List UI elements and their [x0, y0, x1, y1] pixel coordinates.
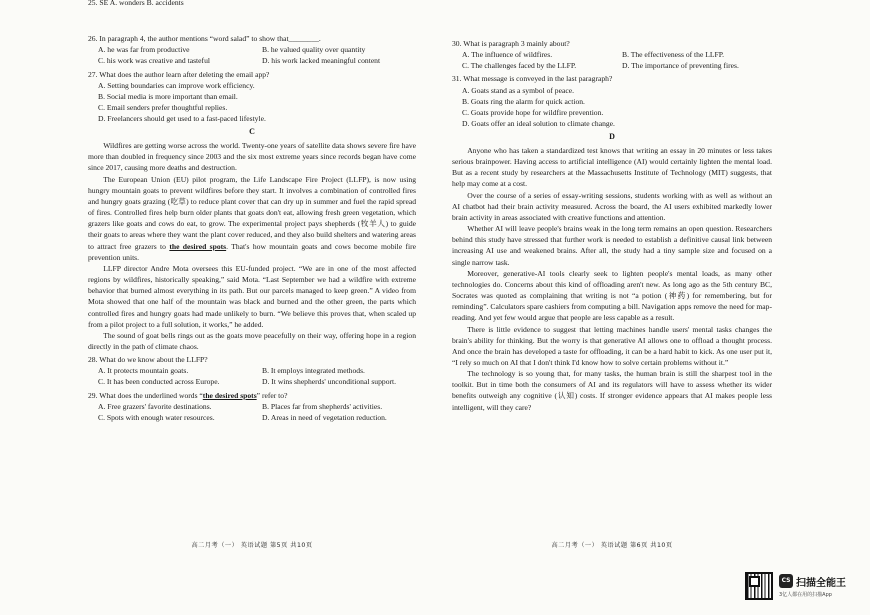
camscanner-logo-icon: CS — [779, 574, 793, 588]
option-d: D. Freelancers should get used to a fast-paced lifestyle. — [98, 114, 266, 124]
question-26 — [88, 33, 416, 66]
option-a: A. It protects mountain goats. — [98, 366, 189, 376]
option-d: D. The importance of preventing fires. — [622, 61, 739, 71]
qr-code-icon — [745, 572, 773, 600]
underlined-phrase: the desired spots — [169, 241, 227, 251]
top-fragment: 25. SE A. wonders B. accidents — [88, 0, 184, 7]
passage-paragraph: Anyone who has taken a standardized test knows that writing an essay in 20 minutes or less takes serious brainpower. Having access to artificial intelligence (AI) would certainly lighten the mental load. But as a recent study by researchers at the Massachusetts Institute of Technology (MIT) suggests, that help may come at a cost. — [452, 146, 772, 189]
page-footer: 高二月考（一） 英语试题 第6页 共10页 — [551, 542, 673, 549]
question-stem: 31. What message is conveyed in the last paragraph? — [452, 74, 613, 84]
page-footer: 高二月考（一） 英语试题 第5页 共10页 — [191, 542, 313, 549]
option-b: B. Places far from shepherds' activities. — [262, 401, 383, 411]
option-c: C. It has been conducted across Europe. — [98, 377, 220, 387]
question-stem: 30. What is paragraph 3 mainly about? — [452, 39, 570, 48]
option-d: D. It wins shepherds' unconditional support. — [262, 377, 397, 387]
passage-paragraph: The European Union (EU) pilot program, the Life Landscape Fire Project (LLFP), is now using hungry mountain goats to prevent wildfires before they start. It involves a combination of controlled fires and hungry goats grazing (吃草) to reduce plant cover that can dry up in summer and fuel the rapid spread of fires. Controlled fires help burn older plants that goats don't eat, allowing fresh green vegetation, which grazers like goats and cows do eat, to grow. The experimental project pays shepherds (牧羊人) to guide their goats to areas where they want the plant cover reduced, and they also build shelters and watering areas to attract free grazers to the desired spots. That's how mountain goats and cows become mobile fire prevention units. — [88, 174, 416, 262]
passage-paragraph: Over the course of a series of essay-writing sessions, students working with as well as without an AI chatbot had their brain activity measured. Across the board, the AI users exhibited markedly lower brain activity in areas associated with creative functions and attention. — [452, 190, 772, 222]
option-c: C. Spots with enough water resources. — [98, 412, 215, 422]
passage-c — [88, 140, 416, 352]
option-a: A. Setting boundaries can improve work efficiency. — [98, 80, 255, 90]
passage-paragraph: Wildfires are getting worse across the world. Twenty-one years of satellite data shows severe fire have more than doubled in frequency since 2003 and the six most extreme years since records began have come since 2017, causing more deaths and destruction. — [88, 141, 416, 173]
scanner-brand: 扫描全能王 — [796, 578, 846, 589]
passage-paragraph: Moreover, generative-AI tools clearly seek to lighten people's mental loads, as many other technologies do. Concerns about this kind of offloading aren't new. As long ago as the 5th century BC, Socrates was quoted as complaining that writing is not “a potion (神药) for remembering, but for reminding”. Calculators spare cashiers from computing a bill. Navigation apps remove the need for map-reading. And yet few would argue that people are less capable as a result. — [452, 268, 772, 323]
option-b: B. he valued quality over quantity — [262, 45, 366, 55]
question-stem: 28. What do we know about the LLFP? — [88, 355, 208, 365]
option-c: C. The challenges faced by the LLFP. — [462, 61, 577, 71]
question-28 — [88, 354, 416, 387]
question-27 — [88, 69, 416, 125]
question-stem: 26. In paragraph 4, the author mentions “word salad” to show that________. — [88, 34, 321, 44]
option-b: B. It employs integrated methods. — [262, 366, 365, 376]
scanner-slogan: 3亿人都在用的扫描App — [779, 592, 832, 598]
option-b: B. Social media is more important than email. — [98, 91, 238, 101]
question-stem: 29. What does the underlined words “the desired spots” refer to? — [88, 390, 288, 400]
option-a: A. Free grazers' favorite destinations. — [98, 401, 212, 411]
right-page — [452, 0, 772, 615]
question-29 — [88, 390, 416, 423]
option-d: D. Areas in need of vegetation reduction. — [262, 412, 387, 422]
question-31 — [452, 73, 772, 129]
scanner-watermark — [745, 572, 863, 608]
passage-paragraph: The sound of goat bells rings out as the goats move peacefully on their way, offering hope in a region directly in the path of climate chaos. — [88, 330, 416, 351]
option-d: D. his work lacked meaningful content — [262, 56, 381, 66]
option-a: A. The influence of wildfires. — [462, 50, 553, 60]
passage-paragraph: The technology is so young that, for many tasks, the human brain is still the sharpest tool in the toolkit. But in time both the consumers of AI and its regulators will have to assess whether its wider benefits outweigh any cognitive (认知) costs. If stronger evidence appears that AI makes people less intelligent, will they care? — [452, 369, 772, 412]
question-30 — [452, 38, 772, 71]
passage-paragraph: There is little evidence to suggest that letting machines handle users' mental tasks changes the brain's ability for thinking. But the worry is that generative AI allows one to offload a thought process. And once the brain has developed a taste for offloading, it can be a hard habit to kick. As one user put it, “I rely so much on AI that I don't think I'd know how to solve certain problems without it.” — [452, 324, 772, 367]
question-stem: 27. What does the author learn after deleting the email app? — [88, 69, 270, 79]
option-c: C. his work was creative and tasteful — [98, 56, 210, 66]
option-c: C. Goats provide hope for wildfire prevention. — [462, 107, 604, 117]
option-a: A. he was far from productive — [98, 45, 190, 55]
left-page — [88, 0, 416, 615]
section-heading: C — [249, 127, 255, 137]
option-a: A. Goats stand as a symbol of peace. — [462, 85, 574, 95]
passage-paragraph: LLFP director Andre Mota oversees this EU-funded project. “We are in one of the most affected regions by wildfires, historically speaking,” said Mota. “Last September we had a wildfire with extreme behavior that burned almost everything in its path. But our parcels managed to keep green.” A video from Mota showed that one half of the mountain was black and burned and the other green, the parts which controlled fires and hungry goats had made unlikely to burn. “We believe this proves that, when scaled up from a pilot project to a full solution, it works,” he added. — [88, 263, 416, 329]
section-heading: D — [609, 132, 615, 142]
option-b: B. The effectiveness of the LLFP. — [622, 50, 725, 60]
underlined-phrase: the desired spots — [202, 390, 257, 400]
option-d: D. Goats offer an ideal solution to climate change. — [462, 119, 615, 129]
option-b: B. Goats ring the alarm for quick action. — [462, 96, 585, 106]
passage-d — [452, 145, 772, 413]
option-c: C. Email senders prefer thoughtful replies. — [98, 103, 228, 113]
passage-paragraph: Whether AI will leave people's brains weak in the long term remains an open question. Researchers behind this study have stressed that further work is needed to establish a definitive causal link between increasing AI use and weakened brains. After all, the study had a tiny sample size and focused on a single narrow task. — [452, 224, 772, 267]
